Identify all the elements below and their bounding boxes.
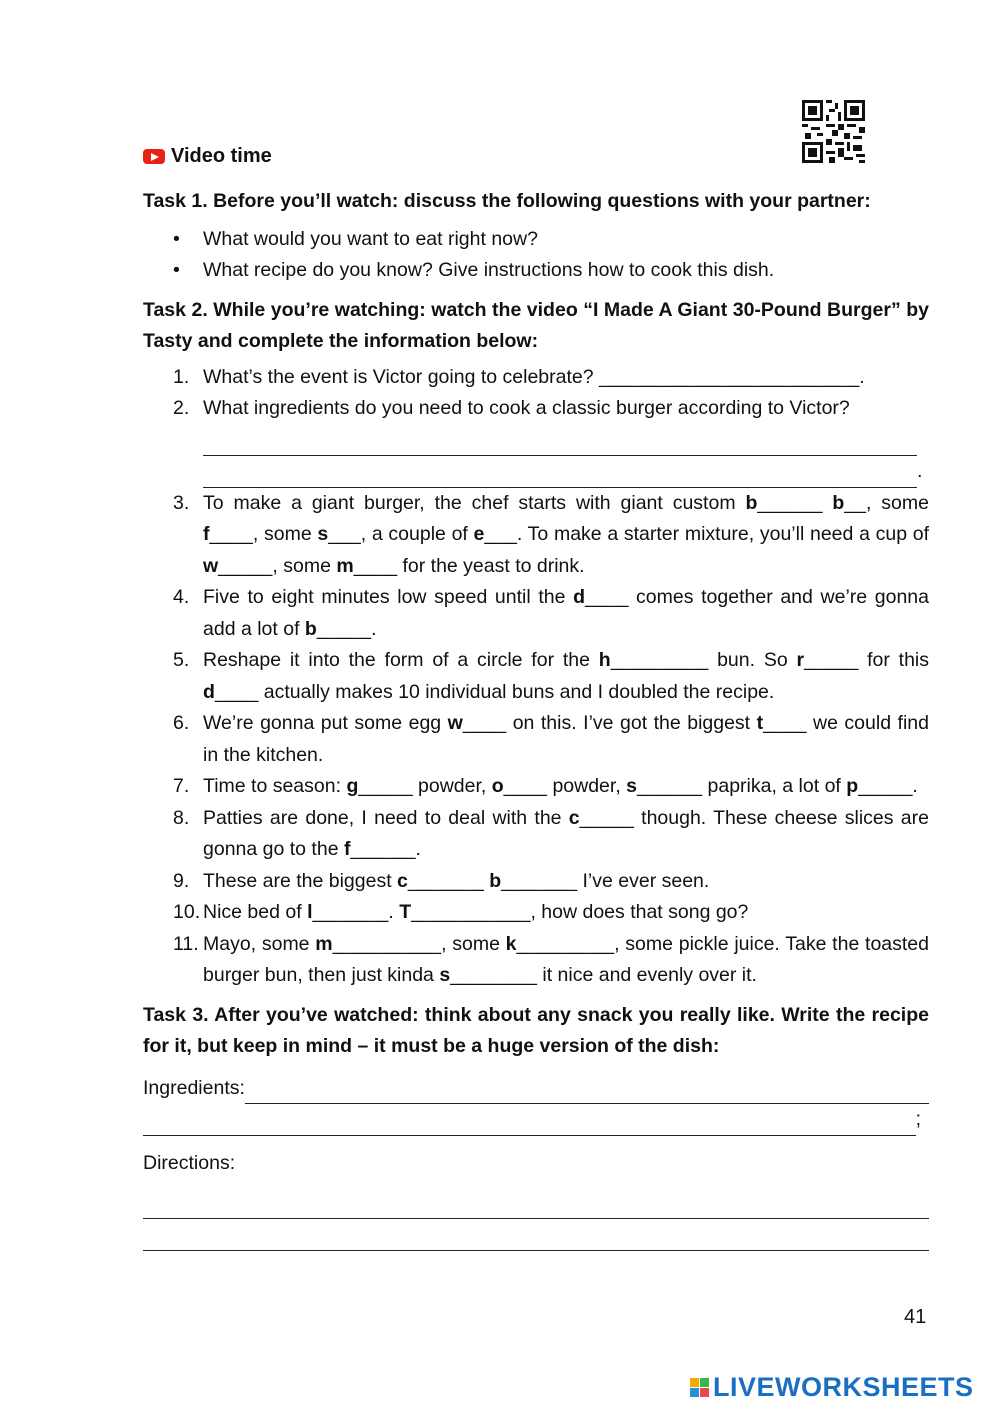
hint-letter: h [598, 649, 611, 671]
hint-letter: k [505, 932, 517, 955]
logo-text: LIVEWORKSHEETS [713, 1372, 974, 1402]
ingredients-end: ; [915, 1108, 921, 1130]
ingredients-line[interactable] [143, 1106, 916, 1136]
item-number: 6. [173, 712, 190, 734]
item-text: ________ it nice and evenly over it. [450, 964, 757, 986]
task2-item-7[interactable] [143, 771, 929, 803]
item-text: ___________, how does that song go? [411, 901, 749, 923]
item-text: ____ powder, [503, 775, 627, 797]
hint-letter: f [343, 838, 351, 860]
item-text: ______ paprika, a lot of [637, 775, 847, 797]
item-text: What ingredients do you need to cook a classic burger according to Victor? [203, 397, 850, 419]
task2-item-8[interactable] [143, 803, 929, 866]
hint-letter: s [439, 964, 451, 986]
task2-item-10[interactable] [143, 897, 929, 929]
video-time-heading [143, 145, 272, 168]
hint-letter: w [203, 554, 219, 577]
item-text: Time to season: [203, 775, 347, 797]
item-text: Patties are done, I need to deal with the [203, 806, 569, 829]
item-text: ____, some [209, 523, 318, 545]
hint-letter: s [626, 775, 638, 797]
item-text: _____ though. These cheese slices are gonna go to the [203, 806, 929, 860]
task3-heading: Task 3. After you’ve watched: think about any snack you really like. Write the recipe for it, but keep in mind – it must be a huge version of the dish: [143, 1003, 929, 1057]
task1-questions [143, 224, 929, 287]
item-text: _____ powder, [358, 775, 492, 797]
item-text: _____, some [218, 554, 337, 577]
hint-letter: e [473, 523, 485, 545]
item-text: ___, a couple of [328, 523, 474, 545]
hint-letter: m [315, 932, 333, 955]
item-text: _____. [858, 775, 918, 797]
hint-letter: b [832, 491, 845, 514]
video-time-label: Video time [171, 145, 272, 167]
item-number: 5. [173, 649, 190, 671]
task1-question: • What recipe do you know? Give instructions how to cook this dish. [143, 255, 929, 287]
item-text: _______ I’ve ever seen. [501, 869, 710, 892]
item-text: ___. To make a starter mixture, you’ll need a cup of [484, 523, 929, 545]
liveworksheets-logo [690, 1372, 974, 1403]
task2-item-1[interactable] [143, 362, 929, 394]
logo-blocks-icon [690, 1378, 709, 1397]
item-text: ______. [350, 838, 421, 860]
item-text: ______ [757, 491, 833, 514]
item-number: 3. [173, 491, 190, 514]
hint-letter: b [489, 869, 502, 892]
hint-letter: c [397, 869, 408, 892]
ingredients-line[interactable] [245, 1074, 929, 1104]
item-text: __, some [844, 491, 929, 514]
hint-letter: g [346, 775, 359, 797]
item-text: What’s the event is Victor going to celebrate? ________________________. [203, 365, 865, 388]
task2-item-4[interactable] [143, 582, 929, 645]
hint-letter: f [203, 523, 210, 545]
item-text: ____ actually makes 10 individual buns and I doubled the recipe. [214, 680, 775, 703]
hint-letter: b [745, 491, 758, 514]
item-text: Mayo, some [203, 932, 316, 955]
hint-letter: b [304, 617, 317, 640]
item-text: To make a giant burger, the chef starts with giant custom [203, 491, 746, 514]
page-number: 41 [904, 1306, 927, 1328]
hint-letter: d [203, 680, 215, 703]
line-end-period: . [917, 460, 923, 482]
qr-code [802, 100, 865, 163]
item-number: 8. [173, 806, 190, 829]
item-text: _____. [316, 617, 377, 640]
ingredients-row [143, 1073, 929, 1105]
youtube-icon [143, 149, 165, 164]
task2-questions [143, 362, 929, 992]
task2-item-6[interactable] [143, 708, 929, 771]
directions-line[interactable] [143, 1219, 929, 1251]
directions-line[interactable] [143, 1179, 929, 1219]
item-text: ____ for the yeast to drink. [353, 554, 585, 577]
hint-letter: l [307, 901, 313, 923]
answer-line[interactable] [203, 425, 917, 457]
item-text: Nice bed of [203, 901, 308, 923]
item-number: 2. [173, 397, 190, 419]
item-number: 7. [173, 775, 190, 797]
task2-item-3[interactable] [143, 488, 929, 583]
item-text: _____ for this [804, 649, 929, 671]
item-number: 9. [173, 869, 190, 892]
hint-letter: o [491, 775, 504, 797]
task2-heading: Task 2. While you’re watching: watch the video “I Made A Giant 30-Pound Burger” by Tasty and complete the information below: [143, 298, 929, 352]
hint-letter: d [573, 586, 586, 608]
hint-letter: w [447, 712, 463, 734]
item-number: 10. [173, 901, 201, 923]
hint-letter: t [756, 712, 764, 734]
hint-letter: c [568, 806, 580, 829]
item-text: _______ [407, 869, 490, 892]
task2-item-5[interactable] [143, 645, 929, 708]
hint-letter: r [796, 649, 805, 671]
hint-letter: m [336, 554, 354, 577]
item-number: 11. [173, 932, 199, 955]
item-text: We’re gonna put some egg [203, 712, 448, 734]
item-text: _________ bun. So [610, 649, 797, 671]
item-text: ____ we could find in the kitchen. [203, 712, 929, 766]
item-text: ____ comes together and we’re gonna add a lot of [203, 586, 929, 640]
item-text: _________, some pickle juice. Take the toasted burger bun, then just kinda [203, 932, 929, 986]
task2-item-9[interactable] [143, 866, 929, 898]
item-text: ____ on this. I’ve got the biggest [462, 712, 757, 734]
item-text: These are the biggest [203, 869, 398, 892]
hint-letter: T [399, 901, 412, 923]
item-text: __________, some [332, 932, 506, 955]
task1-question: • What would you want to eat right now? [143, 224, 929, 256]
task2-item-11[interactable] [143, 929, 929, 992]
item-text: Reshape it into the form of a circle for the [203, 649, 599, 671]
ingredients-row-2 [143, 1104, 929, 1136]
hint-letter: s [317, 523, 329, 545]
answer-line[interactable] [203, 456, 917, 488]
item-text: Five to eight minutes low speed until the [203, 586, 574, 608]
hint-letter: p [846, 775, 859, 797]
item-text: _______. [312, 901, 400, 923]
worksheet-body [143, 186, 929, 1251]
item-number: 1. [173, 365, 190, 388]
task2-item-2[interactable] [143, 393, 929, 488]
task1-heading: Task 1. Before you’ll watch: discuss the following questions with your partner: [143, 190, 871, 212]
directions-label: Directions: [143, 1151, 236, 1174]
ingredients-label: Ingredients: [143, 1076, 245, 1099]
item-number: 4. [173, 586, 190, 608]
